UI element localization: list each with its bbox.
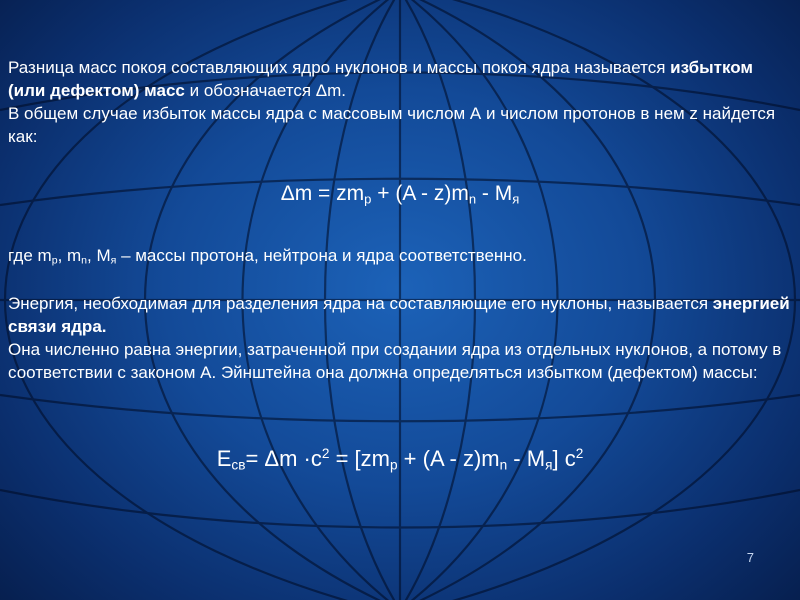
text-segment: Она численно равна энергии, затраченной при создании ядра из отдельных нуклонов, а потому в соответствии с законом А. Эйнштейна она должна определяться избытком (дефектом) массы: bbox=[8, 340, 782, 382]
subscript: p bbox=[364, 191, 372, 207]
subscript: n bbox=[468, 191, 477, 207]
text-segment: , M bbox=[87, 246, 111, 265]
formula-part: ] c bbox=[552, 446, 576, 472]
subscript: я bbox=[110, 254, 117, 267]
subscript: p bbox=[389, 457, 398, 473]
subscript: св bbox=[231, 457, 246, 473]
bold-term-binding-energy: энергией связи ядра. bbox=[8, 294, 790, 336]
text-segment: Энергия, необходимая для разделения ядра на составляющие его нуклоны, называется bbox=[8, 294, 713, 313]
superscript: 2 bbox=[575, 446, 584, 461]
formula-part: - M bbox=[507, 446, 546, 472]
formula-part: Δm = zm bbox=[280, 182, 365, 205]
text-segment: , m bbox=[57, 246, 82, 265]
text-segment: Разница масс покоя составляющих ядро нуклонов и массы покоя ядра называется bbox=[8, 58, 671, 77]
text-segment: и обозначается Δm. bbox=[184, 81, 347, 100]
formula-part: + (A - z)m bbox=[371, 182, 469, 205]
subscript: p bbox=[51, 254, 58, 267]
subscript: я bbox=[545, 457, 553, 473]
formula-part: = Δm ·c bbox=[245, 446, 322, 472]
text-segment: – массы протона, нейтрона и ядра соответственно. bbox=[116, 246, 527, 265]
page-number: 7 bbox=[746, 550, 754, 565]
formula-binding-energy bbox=[8, 440, 792, 480]
formula-part: E bbox=[216, 446, 232, 472]
formula-part: - M bbox=[476, 182, 513, 205]
paragraph-mass-defect bbox=[8, 56, 792, 148]
paragraph-binding-energy bbox=[8, 292, 792, 384]
superscript: 2 bbox=[321, 446, 330, 461]
text-segment: где m bbox=[8, 246, 52, 265]
subscript: n bbox=[499, 457, 508, 473]
formula-mass-defect bbox=[8, 180, 792, 213]
formula-part: + (A - z)m bbox=[397, 446, 500, 472]
subscript: я bbox=[512, 191, 520, 207]
formula-part: = [zm bbox=[329, 446, 390, 472]
bold-term-mass-defect: избытком (или дефектом) масс bbox=[8, 58, 753, 100]
paragraph-definitions bbox=[8, 244, 792, 273]
text-segment: В общем случае избыток массы ядра с массовым числом А и числом протонов в нем z найдется как: bbox=[8, 104, 776, 146]
subscript: n bbox=[81, 254, 88, 267]
